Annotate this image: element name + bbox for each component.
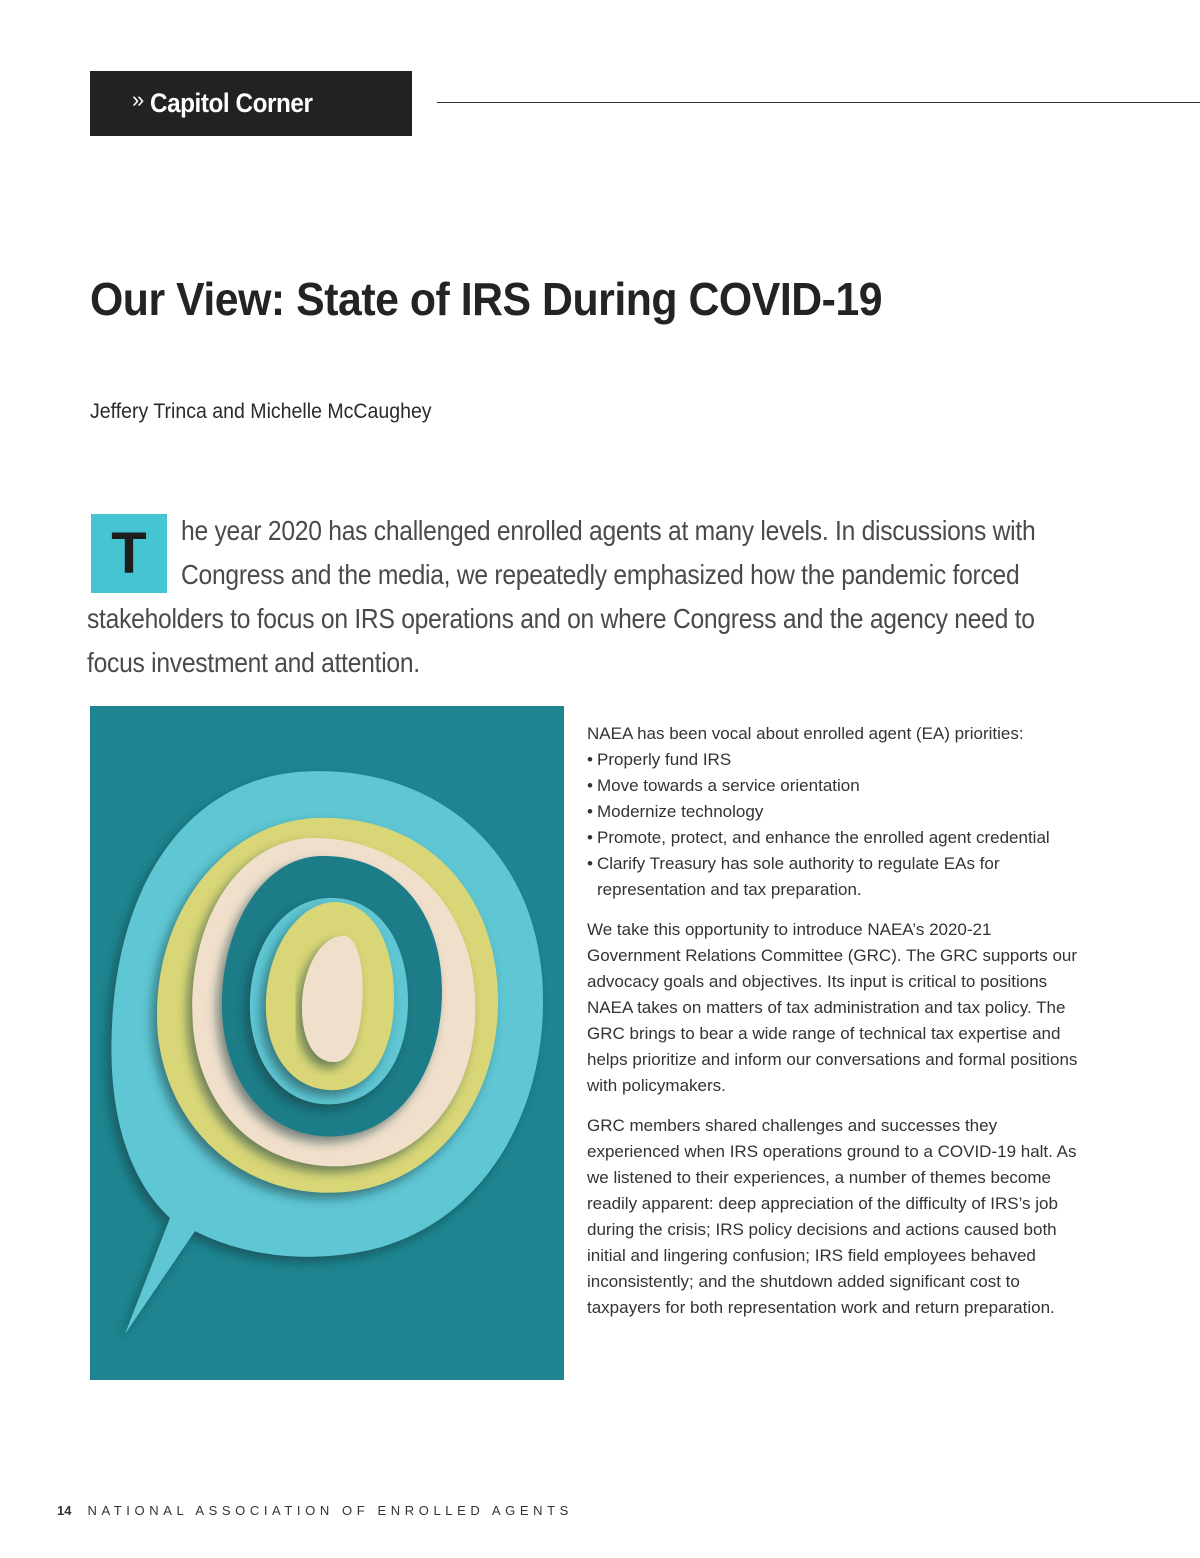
drop-cap: T: [91, 514, 167, 593]
article-title: Our View: State of IRS During COVID-19: [90, 273, 883, 325]
priorities-intro: NAEA has been vocal about enrolled agent (EA) priorities:: [587, 724, 1024, 743]
list-item: • Clarify Treasury has sole authority to regulate EAs for representation and tax preparation.: [587, 851, 1087, 903]
section-tag: [90, 71, 412, 136]
body-paragraph: We take this opportunity to introduce NAEA’s 2020-21 Government Relations Committee (GRC). The GRC supports our advocacy goals and objectives. Its input is critical to positions NAEA takes on matters of tax administration and tax policy. The GRC brings to bear a wide range of technical tax expertise and helps prioritize and inform our conversations and formal positions with policymakers.: [587, 920, 1078, 1095]
body-paragraph: GRC members shared challenges and successes they experienced when IRS operations ground to a COVID-19 halt. As we listened to their experiences, a number of themes become readily apparent: deep appreciation of the difficulty of IRS’s job during the crisis; IRS policy decisions and actions caused both initial and lingering confusion; IRS field employees behaved inconsistently; and the shutdown added significant cost to taxpayers for both representation work and return preparation.: [587, 1116, 1077, 1317]
article-authors: Jeffery Trinca and Michelle McCaughey: [90, 400, 432, 423]
page-footer: [57, 1503, 573, 1518]
page-number: 14: [57, 1503, 72, 1518]
list-item: • Properly fund IRS: [587, 747, 1087, 773]
list-item: • Promote, protect, and enhance the enrolled agent credential: [587, 825, 1087, 851]
chevron-icon: »: [132, 86, 145, 112]
lede-line: stakeholders to focus on IRS operations and on where Congress and the agency need to: [87, 603, 1035, 634]
priorities-list: [587, 747, 1087, 903]
lede-line: he year 2020 has challenged enrolled agents at many levels. In discussions with: [181, 515, 1036, 546]
footer-organization: NATIONAL ASSOCIATION OF ENROLLED AGENTS: [87, 1503, 573, 1518]
list-item: • Modernize technology: [587, 799, 1087, 825]
lede-line: focus investment and attention.: [87, 647, 420, 678]
section-label: Capitol Corner: [150, 88, 313, 118]
lede-line: Congress and the media, we repeatedly emphasized how the pandemic forced: [181, 559, 1020, 590]
speech-bubble-illustration: [90, 706, 564, 1380]
list-item: • Move towards a service orientation: [587, 773, 1087, 799]
body-column: [587, 721, 1087, 1335]
header-rule: [437, 102, 1200, 103]
